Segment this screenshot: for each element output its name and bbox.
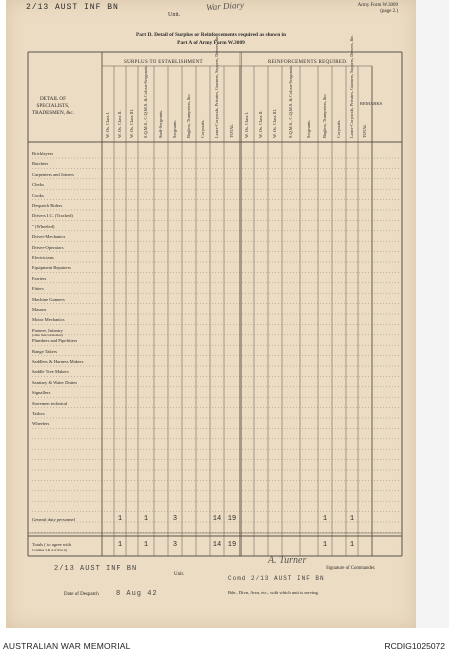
row-label-text: Pioneer, Infantry: [32, 327, 63, 333]
row-label-text: Saddle Tree Makers: [32, 369, 69, 375]
remarks-header: REMARKS: [360, 101, 383, 106]
row-label: [32, 318, 65, 323]
row-label: [32, 391, 50, 396]
row-label: [32, 412, 45, 417]
part-title: Part D. Detail of Surplus or Reinforcements required as shown in: [135, 32, 287, 38]
unit-stamp: 2/13 AUST INF BN: [26, 3, 119, 12]
row-label: [32, 277, 46, 282]
row-label: [32, 162, 48, 167]
row-label: [32, 256, 54, 261]
row-label-text: Machine Gunners: [32, 296, 65, 302]
totals-value: 3: [172, 541, 178, 549]
row-label-text: Bricklayers: [32, 151, 54, 156]
surplus-column-header-9: TOTAL: [229, 124, 234, 138]
row-label: [32, 214, 73, 219]
totals-value: 1: [349, 541, 355, 549]
row-label: [32, 266, 71, 271]
totals-value: 1: [143, 541, 149, 549]
row-label-text: Plumbers and Pipefitters: [32, 338, 78, 344]
row-label-text: Cooks: [32, 192, 44, 198]
row-label-text: Farriers: [32, 275, 47, 281]
row-label-text: Equipment Repairers: [32, 265, 71, 271]
row-label-text: Driver-Mechanics: [32, 234, 66, 240]
row-label: [32, 287, 44, 292]
row-label-text: Tailors: [32, 411, 45, 416]
row-label-text: Range Takers: [32, 348, 57, 354]
surplus-column-header-7: Corporals.: [200, 119, 205, 138]
row-label: [32, 308, 46, 313]
row-label-text: Signallers: [32, 390, 51, 396]
row-label-text: Masons: [32, 307, 47, 312]
footer-unit-label: Unit.: [174, 572, 185, 577]
surplus-column-header-5: Sergeants.: [172, 119, 177, 138]
row-label: [32, 422, 49, 427]
handwritten-note: War Diary: [205, 0, 245, 13]
row-label: [32, 194, 44, 199]
row-label: [32, 204, 62, 209]
reinforcement-column-header-3: S.Q.M.S., C.Q.M.S. & Colour-Sergeants.: [288, 65, 293, 138]
row-label: [32, 235, 65, 240]
commander-signature: A. Turner: [268, 555, 307, 566]
surplus-column-header-2: W. Os. Class III.: [129, 108, 134, 138]
row-label-text: Saddlers & Harness Makers: [32, 359, 84, 364]
general-duty-value: 1: [143, 515, 149, 523]
row-label: [32, 350, 57, 355]
reinforcement-column-header-1: W. Os. Class II.: [258, 110, 263, 138]
row-label-text: Wheelers: [32, 421, 50, 427]
reinforcement-column-header-6: Corporals.: [336, 119, 341, 138]
row-label-text: Carpenters and Joiners: [32, 171, 74, 177]
row-label-text: Butchers: [32, 161, 49, 167]
despatch-date-label: Date of Despatch: [64, 592, 99, 597]
reinforcement-column-header-7: Lance-Corporals, Privates, Gunners, Sappers, Drivers, &c.: [349, 34, 354, 138]
surplus-column-header-8: Lance-Corporals, Privates, Gunners, Sappers, Drivers, &c.: [214, 34, 219, 138]
general-duty-value: 1: [349, 515, 355, 523]
row-label-text: Motor Mechanics: [32, 317, 65, 323]
reinforcement-column-header-4: Sergeants.: [306, 119, 311, 138]
row-label: [32, 402, 67, 407]
general-duty-value: 14: [212, 515, 222, 523]
despatch-date-value: 8 Aug 42: [116, 590, 158, 598]
row-label: [32, 225, 54, 230]
form-number: Army Form W.3009 (page 2.): [357, 3, 398, 14]
reinforcement-column-header-2: W. Os. Class III.: [272, 108, 277, 138]
totals-value: 14: [212, 541, 222, 549]
row-label-text: Storemen technical: [32, 400, 68, 406]
surplus-column-header-1: W. Os. Class II.: [117, 110, 122, 138]
row-label: [32, 152, 53, 157]
detail-header: DETAIL OF SPECIALISTS, TRADESMEN, &c.: [32, 96, 74, 116]
row-label-text: Electricians: [32, 255, 54, 260]
row-label: [32, 329, 63, 338]
serving-note: Bde., Divn, Area, etc., with which unit is serving.: [228, 590, 319, 595]
totals-value: 19: [227, 541, 237, 549]
surplus-column-header-0: W. Os. Class I.: [105, 111, 110, 138]
part-subtitle: Part A of Army Form W.3009: [177, 40, 245, 46]
general-duty-label: General duty personnel: [32, 517, 75, 522]
footer-unit-stamp: 2/13 AUST INF BN: [54, 565, 138, 573]
reinforcement-column-header-5: Buglers, Trumpeters, &c.: [322, 93, 327, 138]
row-label-text: Driver-Operators: [32, 244, 64, 250]
surplus-header: SURPLUS TO ESTABLISHMENT: [124, 60, 203, 65]
row-label: [32, 246, 64, 251]
totals-value: 1: [322, 541, 328, 549]
row-label-text: Clerks: [32, 182, 44, 188]
general-duty-value: 19: [227, 515, 237, 523]
totals-label-sub: Columns 3 & 4 of Part A): [32, 547, 68, 552]
signature-label: Signature of Commander.: [326, 566, 376, 571]
totals-label: [32, 543, 71, 552]
form-grid: [6, 0, 416, 628]
row-label: [32, 173, 74, 178]
reinforcement-column-header-0: W. Os. Class I.: [244, 111, 249, 138]
surplus-column-header-6: Buglers, Trumpeters, &c.: [186, 93, 191, 138]
general-duty-value: 1: [117, 515, 123, 523]
row-label-text: Despatch Riders: [32, 203, 63, 208]
row-label-text: Drivers I.C. (Tracked): [32, 213, 73, 219]
surplus-column-header-3: S.Q.M.S., C.Q.M.S. & Colour-Sergeants.: [143, 65, 148, 138]
row-label-text: Fitters: [32, 286, 44, 292]
row-label: [32, 360, 83, 365]
row-label-text: " (Wheeled): [32, 223, 55, 229]
scan-margin: [416, 0, 449, 628]
general-duty-value: 1: [322, 515, 328, 523]
row-label: [32, 339, 77, 344]
reinforcements-header: REINFORCEMENTS REQUIRED.: [268, 60, 348, 65]
row-label: [32, 298, 65, 303]
surplus-column-header-4: Staff-Sergeants.: [158, 109, 163, 138]
totals-value: 1: [117, 541, 123, 549]
row-label: [32, 370, 69, 375]
reinforcement-column-header-8: TOTAL: [362, 124, 367, 138]
institution-watermark: AUSTRALIAN WAR MEMORIAL: [3, 641, 131, 651]
general-duty-value: 3: [172, 515, 178, 523]
image-id-watermark: RCDIG1025072: [384, 641, 445, 651]
command-stamp: Comd 2/13 AUST INF BN: [228, 575, 325, 582]
row-label: [32, 183, 44, 188]
totals-label-main: Totals ( to agree with: [32, 542, 71, 547]
form-sheet: [6, 0, 416, 628]
unit-label: Unit.: [168, 12, 181, 18]
row-label-text: Sanitary & Water Duties: [32, 379, 78, 385]
row-label: [32, 381, 77, 386]
row-label-subtext: (other than tradesmen): [32, 333, 63, 338]
